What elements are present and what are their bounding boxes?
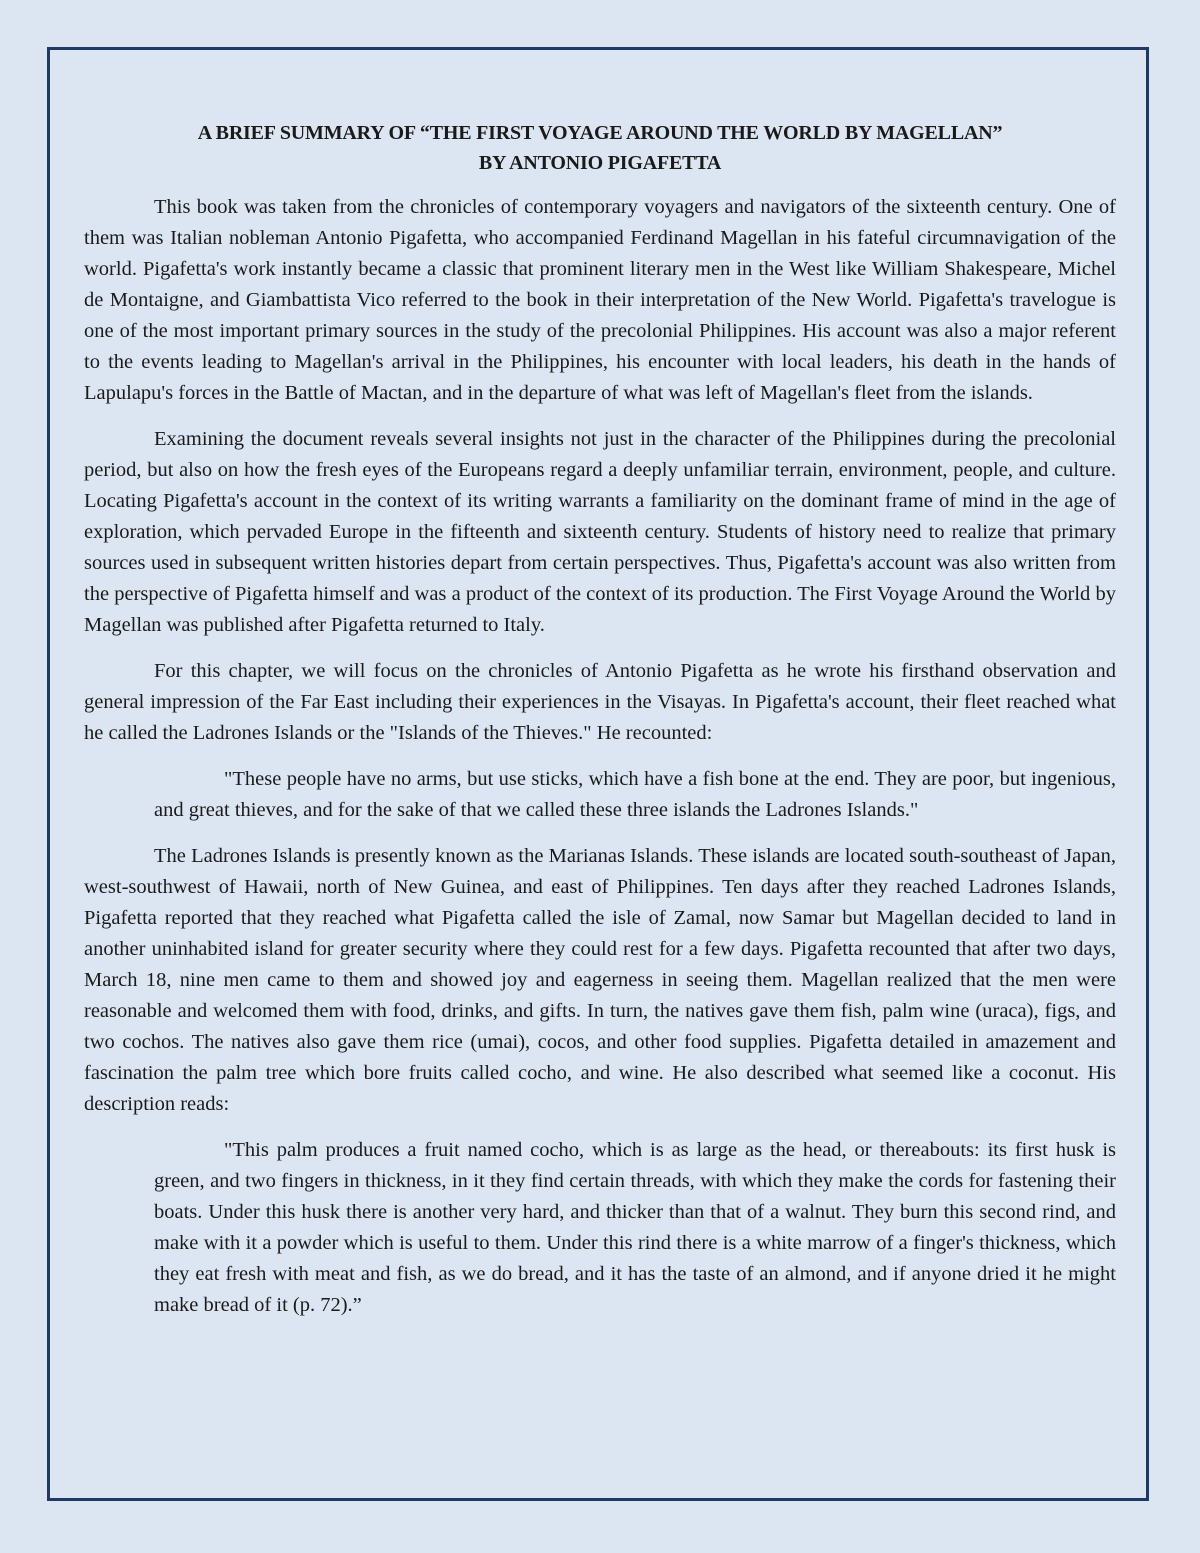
paragraph-marianas: The Ladrones Islands is presently known as the Marianas Islands. These islands are located south-southeast of Japan, west-southwest of Hawaii, north of New Guinea, and east of Philippines. Ten days after they reached Ladrones Islands, Pigafetta reported that they reached what Pigafetta called the isle of Zamal, now Samar but Magellan decided to land in another uninhabited island for greater security where they could rest for a few days. Pigafetta recounted that after two days, March 18, nine men came to them and showed joy and eagerness in seeing them. Magellan realized that the men were reasonable and welcomed them with food, drinks, and gifts. In turn, the natives gave them fish, palm wine (uraca), figs, and two cochos. The natives also gave them rice (umai), cocos, and other food supplies. Pigafetta detailed in amazement and fascination the palm tree which bore fruits called cocho, and wine. He also described what seemed like a coconut. His description reads: xyxy=(84,845,1116,1115)
title-line-1: A BRIEF SUMMARY OF “THE FIRST VOYAGE AROUND THE WORLD BY MAGELLAN” xyxy=(197,122,1003,144)
title-line-2: BY ANTONIO PIGAFETTA xyxy=(478,152,722,174)
document-title xyxy=(84,118,1116,178)
paragraph-chapter-focus: For this chapter, we will focus on the chronicles of Antonio Pigafetta as he wrote his firsthand observation and general impression of the Far East including their experiences in the Visayas. In Pigafetta's account, their fleet reached what he called the Ladrones Islands or the "Islands of the Thieves." He recounted: xyxy=(84,660,1116,744)
paragraph-intro: This book was taken from the chronicles of contemporary voyagers and navigators of the sixteenth century. One of them was Italian nobleman Antonio Pigafetta, who accompanied Ferdinand Magellan in his fateful circumnavigation of the world. Pigafetta's work instantly became a classic that prominent literary men in the West like William Shakespeare, Michel de Montaigne, and Giambattista Vico referred to the book in their interpretation of the New World. Pigafetta's travelogue is one of the most important primary sources in the study of the precolonial Philippines. His account was also a major referent to the events leading to Magellan's arrival in the Philippines, his encounter with local leaders, his death in the hands of Lapulapu's forces in the Battle of Mactan, and in the departure of what was left of Magellan's fleet from the islands. xyxy=(84,196,1116,404)
block-quote-cocho: "This palm produces a fruit named cocho, which is as large as the head, or thereabouts: its first husk is green, and two fingers in thickness, in it they find certain threads, with which they make the cords for fastening their boats. Under this husk there is another very hard, and thicker than that of a walnut. They burn this second rind, and make with it a powder which is useful to them. Under this rind there is a white marrow of a finger's thickness, which they eat fresh with meat and fish, as we do bread, and it has the taste of an almond, and if anyone dried it he might make bread of it (p. 72).” xyxy=(154,1139,1116,1316)
block-quote-ladrones: "These people have no arms, but use sticks, which have a fish bone at the end. They are poor, but ingenious, and great thieves, and for the sake of that we called these three islands the Ladrones Islands." xyxy=(154,768,1116,821)
paragraph-examining: Examining the document reveals several insights not just in the character of the Philippines during the precolonial period, but also on how the fresh eyes of the Europeans regard a deeply unfamiliar terrain, environment, people, and culture. Locating Pigafetta's account in the context of its writing warrants a familiarity on the dominant frame of mind in the age of exploration, which pervaded Europe in the fifteenth and sixteenth century. Students of history need to realize that primary sources used in subsequent written histories depart from certain perspectives. Thus, Pigafetta's account was also written from the perspective of Pigafetta himself and was a product of the context of its production. The First Voyage Around the World by Magellan was published after Pigafetta returned to Italy. xyxy=(84,428,1116,636)
document-body xyxy=(84,118,1116,1336)
